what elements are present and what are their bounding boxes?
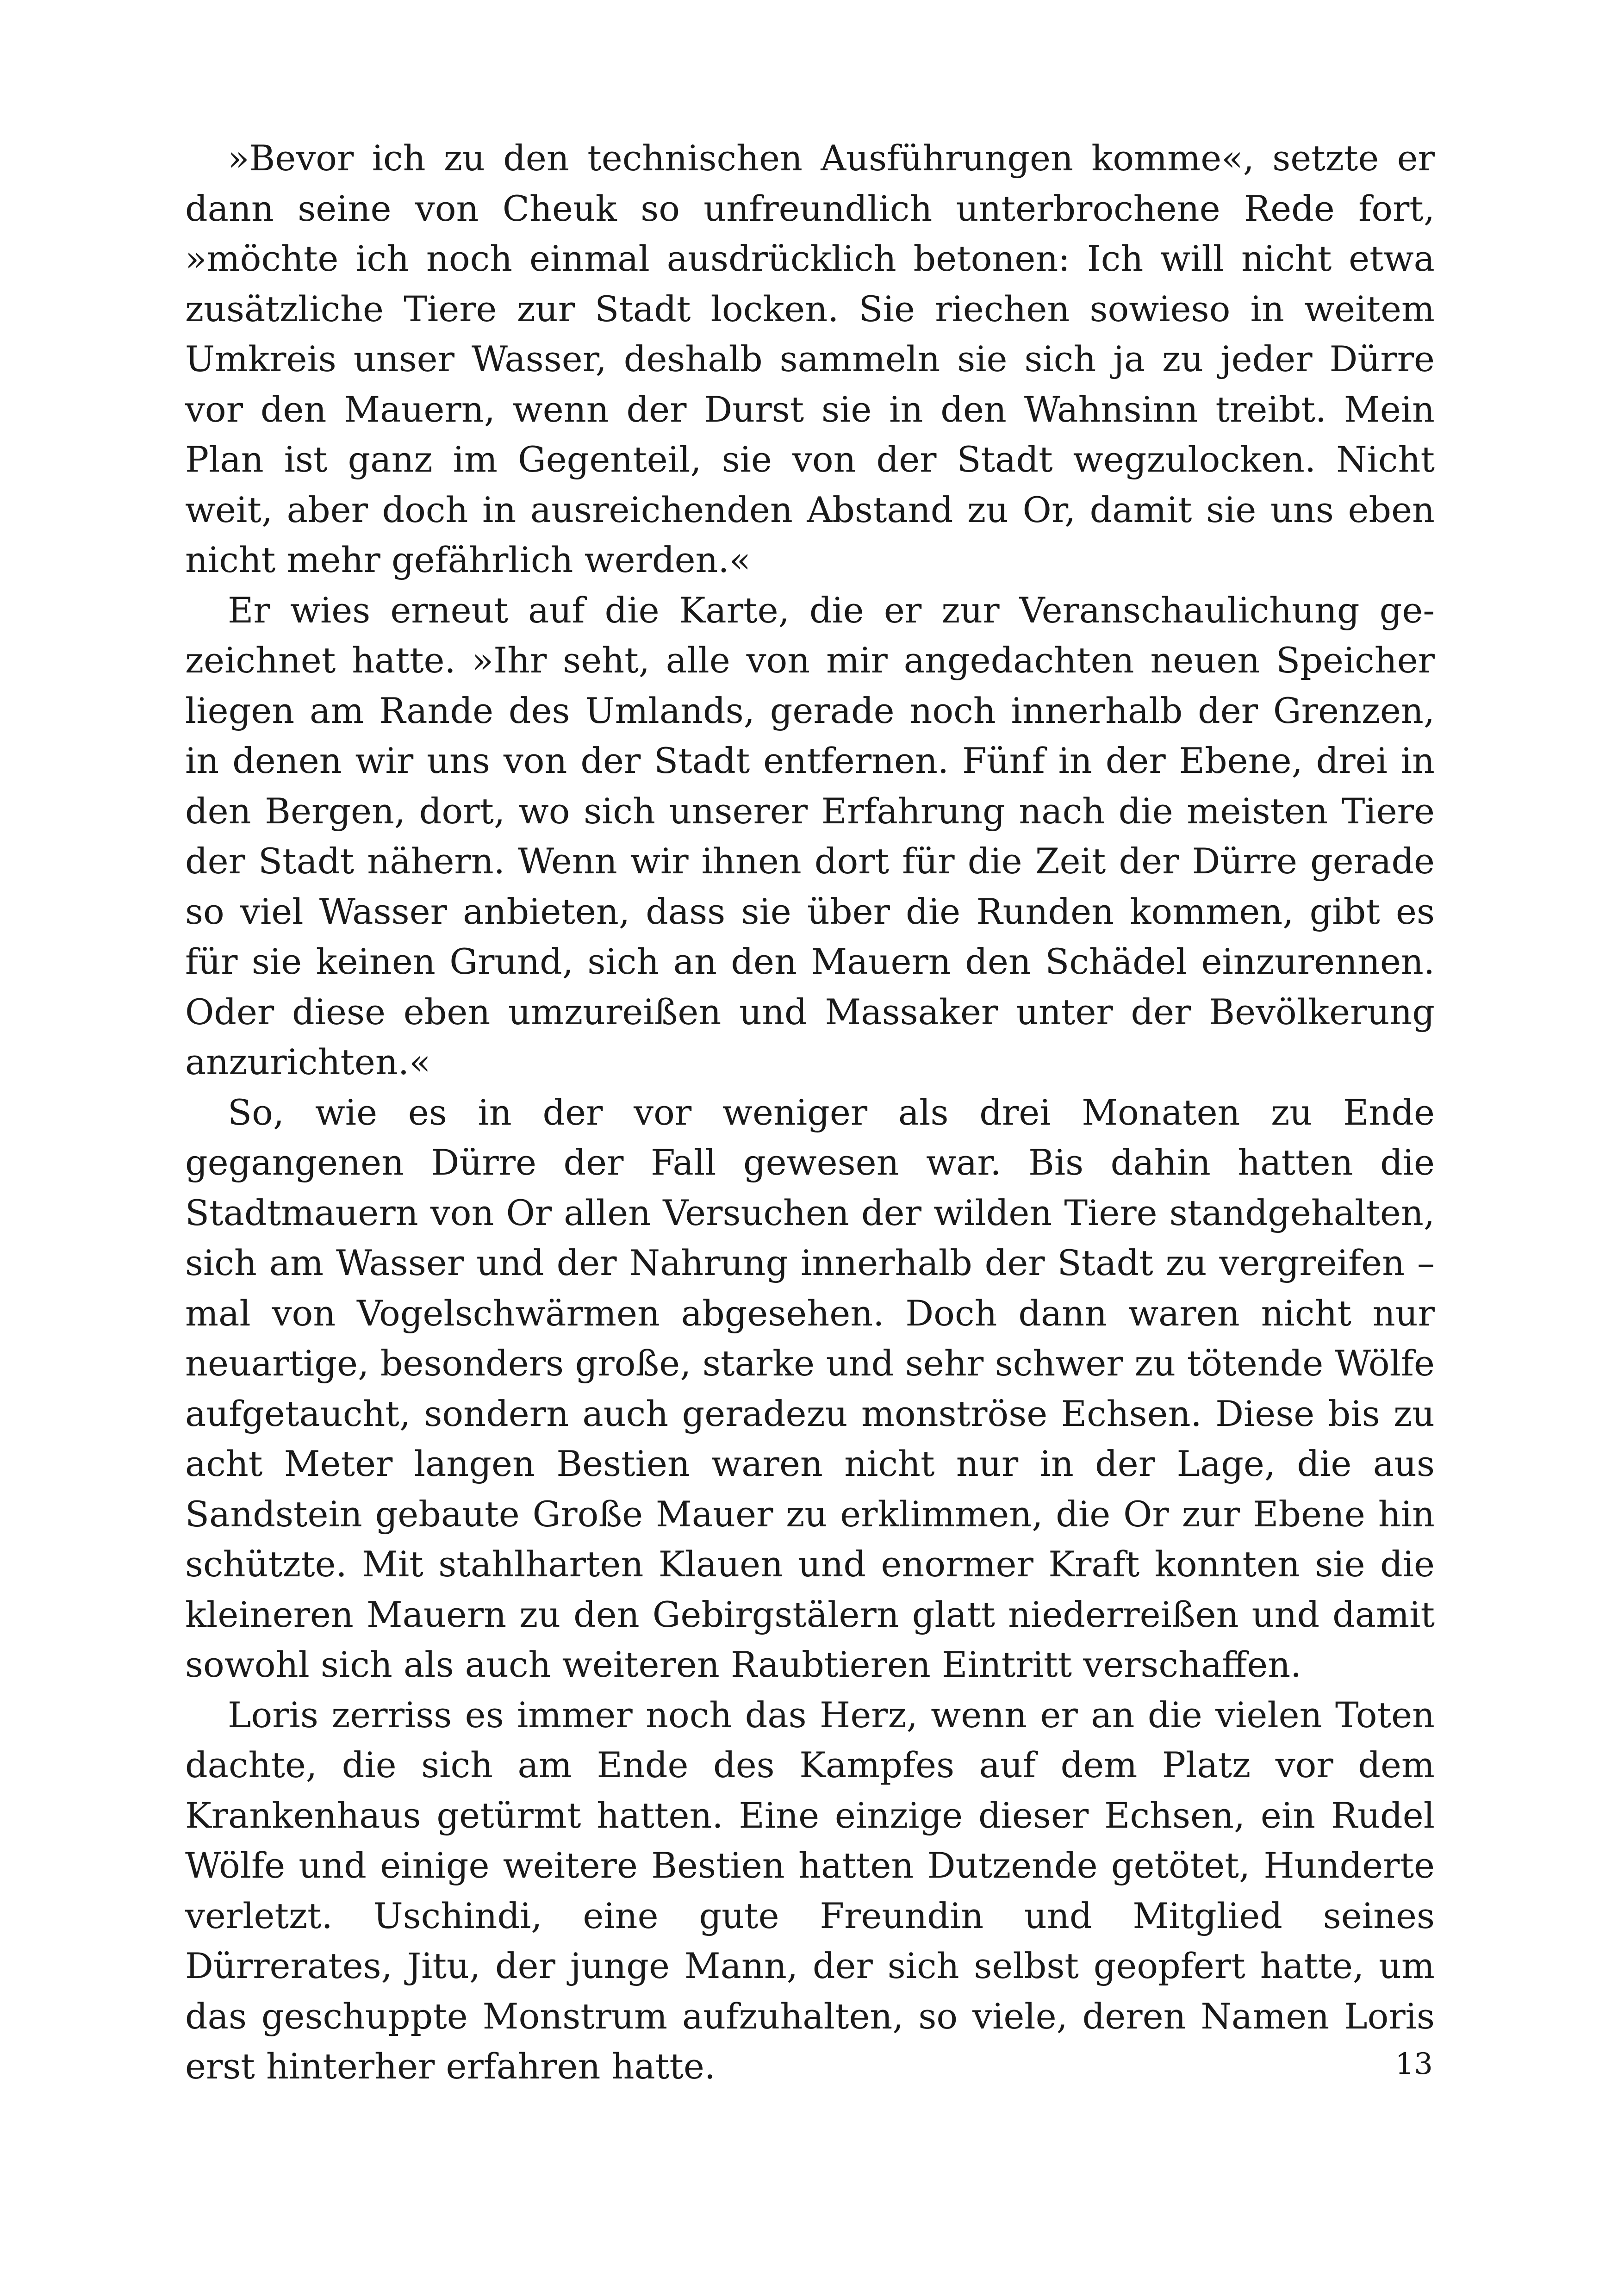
body-text (185, 133, 1435, 2092)
page-number: 13 (1395, 2047, 1433, 2081)
paragraph-1: »Bevor ich zu den technischen Ausführungen komme«, setzte er dann seine von Cheuk so unfreundlich unterbrochene Rede fort, »möchte ich noch einmal ausdrücklich betonen: Ich will nicht etwa zusätzliche Tiere zur Stadt locken. Sie riechen sowieso in weitem Umkreis unser Wasser, deshalb sammeln sie sich ja zu jeder Dürre vor den Mauern, wenn der Durst sie in den Wahnsinn treibt. Mein Plan ist ganz im Gegenteil, sie von der Stadt wegzulocken. Nicht weit, aber doch in ausreichenden Abstand zu Or, damit sie uns eben nicht mehr gefährlich werden.« (185, 137, 1435, 580)
paragraph-4: Loris zerriss es immer noch das Herz, wenn er an die vielen Toten dachte, die sich am Ende des Kampfes auf dem Platz vor dem Krankenhaus getürmt hatten. Eine einzige dieser Echsen, ein Rudel Wölfe und einige weitere Bestien hatten Dutzende getötet, Hunderte verletzt. Uschindi, eine gute Freundin und Mitglied seines Dürrerates, Jitu, der junge Mann, der sich selbst geopfert hatte, um das geschuppte Monstrum aufzuhalten, so viele, deren Namen Loris erst hinterher erfahren hatte. (185, 1694, 1435, 2087)
paragraph-3: So, wie es in der vor weniger als drei Monaten zu Ende gegangenen Dürre der Fall gewesen war. Bis dahin hatten die Stadtmauern von Or allen Versuchen der wilden Tiere standgehalten, sich am Wasser und der Nahrung innerhalb der Stadt zu vergreifen – mal von Vogelschwärmen abgesehen. Doch dann waren nicht nur neuartige, besonders große, starke und sehr schwer zu tötende Wölfe aufgetaucht, sondern auch geradezu monströse Echsen. Diese bis zu acht Meter langen Bestien waren nicht nur in der Lage, die aus Sandstein gebaute Große Mauer zu erklimmen, die Or zur Ebene hin schützte. Mit stahlharten Klauen und enormer Kraft konnten sie die kleineren Mauern zu den Gebirgstälern glatt niederreißen und damit sowohl sich als auch weiteren Raubtieren Eintritt verschaffen. (185, 1091, 1435, 1685)
paragraph-2: Er wies erneut auf die Karte, die er zur Veranschaulichung gezeichnet hatte. »Ihr seht, alle von mir angedachten neuen Speicher liegen am Rande des Umlands, gerade noch innerhalb der Grenzen, in denen wir uns von der Stadt entfernen. Fünf in der Ebene, drei in den Bergen, dort, wo sich unserer Erfahrung nach die meisten Tiere der Stadt nähern. Wenn wir ihnen dort für die Zeit der Dürre gerade so viel Wasser anbieten, dass sie über die Runden kommen, gibt es für sie keinen Grund, sich an den Mauern den Schädel einzurennen. Oder diese eben umzureißen und Massaker unter der Bevölkerung anzurichten.« (185, 589, 1435, 1083)
